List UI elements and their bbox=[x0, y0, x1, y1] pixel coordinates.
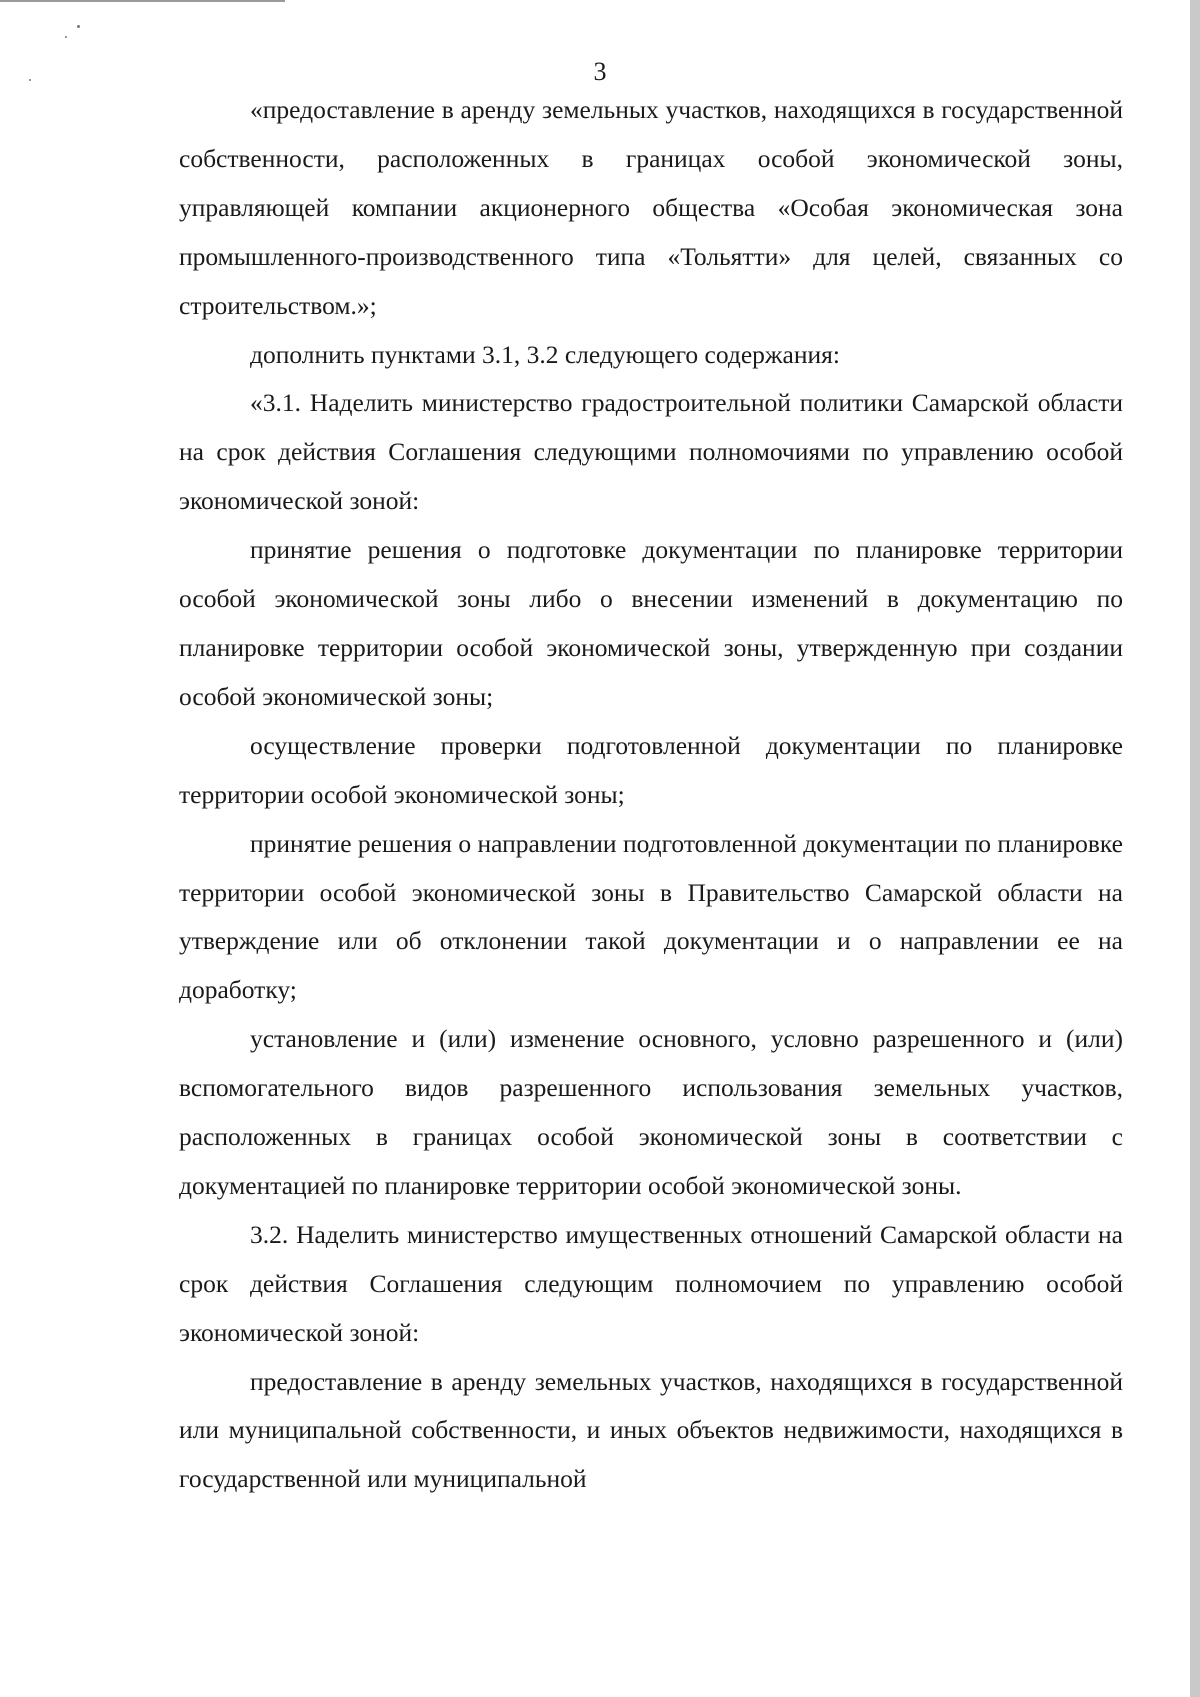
paragraph: принятие решения о направлении подготовленной документации по планировке территории особой экономической зоны в Правительство Самарской области на утверждение или об отклонении такой документации и о направлении ее на доработку; bbox=[179, 828, 1123, 1005]
page-number: 3 bbox=[593, 57, 607, 86]
paragraph: установление и (или) изменение основного, условно разрешенного и (или) вспомогательного видов разрешенного использования земельных участков, расположенных в границах особой экономической зоны в соответствии с документацией по планировке территории особой экономической зоны. bbox=[179, 1024, 1123, 1200]
scan-edge-strip bbox=[1190, 0, 1200, 1697]
document-body bbox=[179, 86, 1123, 1504]
scan-speck bbox=[65, 36, 67, 38]
paragraph: 3.2. Наделить министерство имущественных отношений Самарской области на срок действия Соглашения следующим полномочием по управлению особой экономической зоной: bbox=[179, 1219, 1123, 1347]
paragraph: дополнить пунктами 3.1, 3.2 следующего содержания: bbox=[250, 339, 840, 369]
paragraph: «предоставление в аренду земельных участков, находящихся в государственной собственности, расположенных в границах особой экономической зоны, управляющей компании акционерного общества «Особая экономическая зона промышленного-производственного типа «Тольятти» для целей, связанных со строительством.»; bbox=[179, 95, 1123, 320]
paragraph: предоставление в аренду земельных участков, находящихся в государственной или муниципальной собственности, и иных объектов недвижимости, находящихся в государственной или муниципальной bbox=[179, 1366, 1123, 1494]
scan-speck bbox=[77, 25, 80, 28]
paragraph: принятие решения о подготовке документации по планировке территории особой экономической зоны либо о внесении изменений в документацию по планировке территории особой экономической зоны, утвержденную при создании особой экономической зоны; bbox=[179, 535, 1123, 711]
paragraph: осуществление проверки подготовленной документации по планировке территории особой экономической зоны; bbox=[179, 730, 1123, 809]
scan-edge-line bbox=[0, 0, 285, 2]
paragraph: «3.1. Наделить министерство градостроительной политики Самарской области на срок действия Соглашения следующими полномочиями по управлению особой экономической зоной: bbox=[179, 388, 1123, 516]
